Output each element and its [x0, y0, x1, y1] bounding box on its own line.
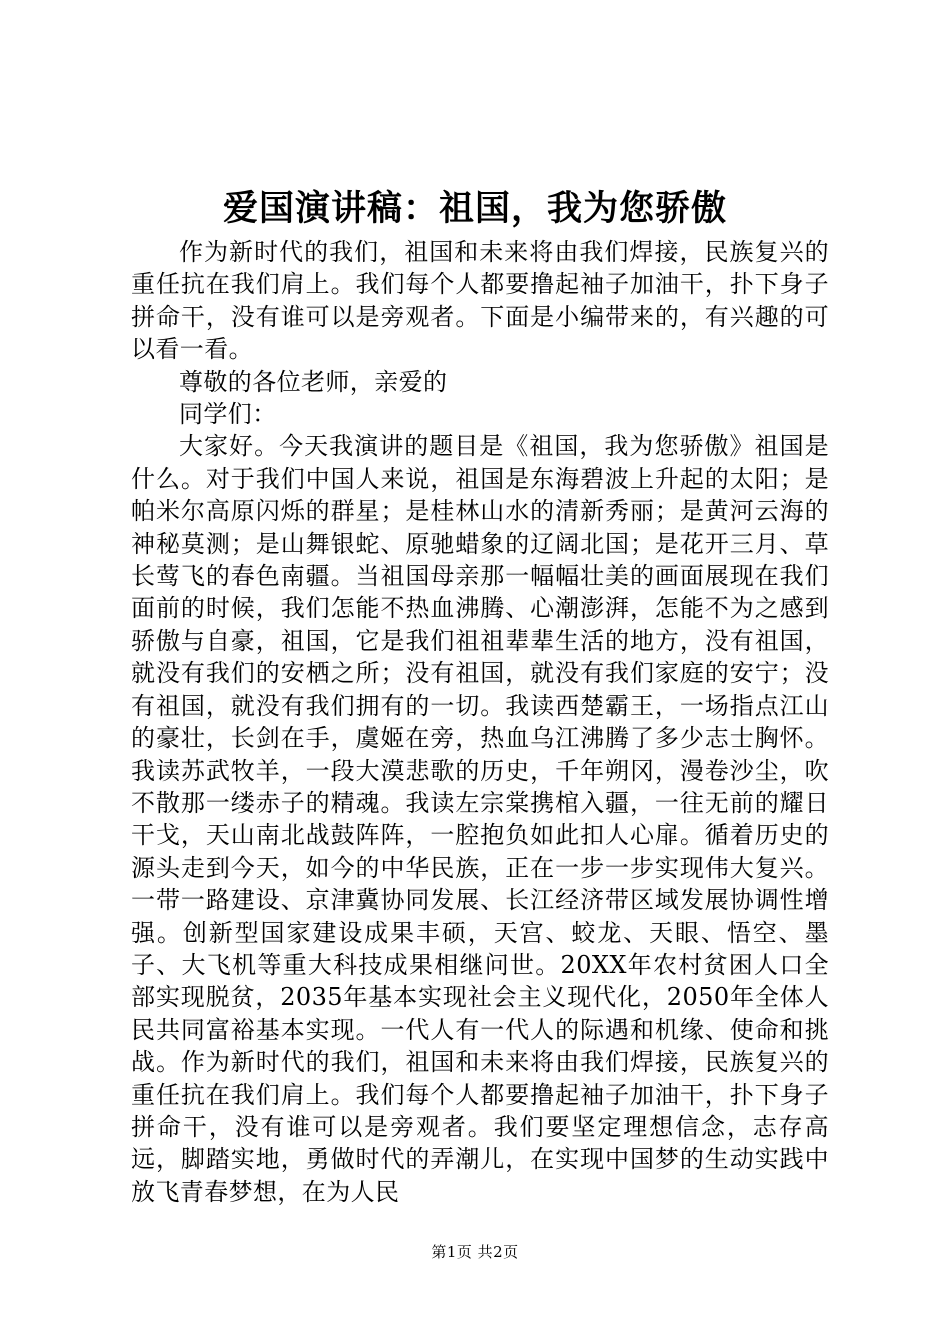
- page-footer: 第1页 共2页: [431, 1243, 519, 1261]
- salutation-line-continued: 同学们：: [179, 400, 277, 429]
- speech-body-paragraph: 大家好。今天我演讲的题目是《祖国，我为您骄傲》祖国是什么。对于我们中国人来说，祖国是东海碧波上升起的太阳；是帕米尔高原闪烁的群星；是桂林山水的清新秀丽；是黄河云海的神秘莫测；是山舞银蛇、原驰蜡象的辽阔北国；是花开三月、草长莺飞的春色南疆。当祖国母亲那一幅幅壮美的画面展现在我们面前的时候，我们怎能不热血沸腾、心潮澎湃，怎能不为之感到骄傲与自豪，祖国，它是我们祖祖辈辈生活的地方，没有祖国，就没有我们的安栖之所；没有祖国，就没有我们家庭的安宁；没有祖国，就没有我们拥有的一切。我读西楚霸王，一场指点江山的豪壮，长剑在手，虞姬在旁，热血乌江沸腾了多少志士胸怀。我读苏武牧羊，一段大漠悲歌的历史，千年朔冈，漫卷沙尘，吹不散那一缕赤子的精魂。我读左宗棠携棺入疆，一往无前的耀日干戈，天山南北战鼓阵阵，一腔抱负如此扣人心扉。循着历史的源头走到今天，如今的中华民族，正在一步一步实现伟大复兴。一带一路建设、京津冀协同发展、长江经济带区域发展协调性增强。创新型国家建设成果丰硕，天宫、蛟龙、天眼、悟空、墨子、大飞机等重大科技成果相继问世。20XX年农村贫困人口全部实现脱贫，2035年基本实现社会主义现代化，2050年全体人民共同富裕基本实现。一代人有一代人的际遇和机缘、使命和挑战。作为新时代的我们，祖国和未来将由我们焊接，民族复兴的重任抗在我们肩上。我们每个人都要撸起袖子加油干，扑下身子拼命干，没有谁可以是旁观者。我们要坚定理想信念，志存高远，脚踏实地，勇做时代的弄潮儿，在实现中国梦的生动实践中放飞青春梦想，在为人民: [131, 432, 829, 1206]
- document-body: [131, 236, 829, 1208]
- document-title: 爱国演讲稿：祖国，我为您骄傲: [222, 188, 727, 229]
- intro-paragraph: 作为新时代的我们，祖国和未来将由我们焊接，民族复兴的重任抗在我们肩上。我们每个人都要撸起袖子加油干，扑下身子拼命干，没有谁可以是旁观者。下面是小编带来的，有兴趣的可以看一看。: [131, 238, 829, 364]
- salutation-line: 尊敬的各位老师，亲爱的: [179, 367, 448, 396]
